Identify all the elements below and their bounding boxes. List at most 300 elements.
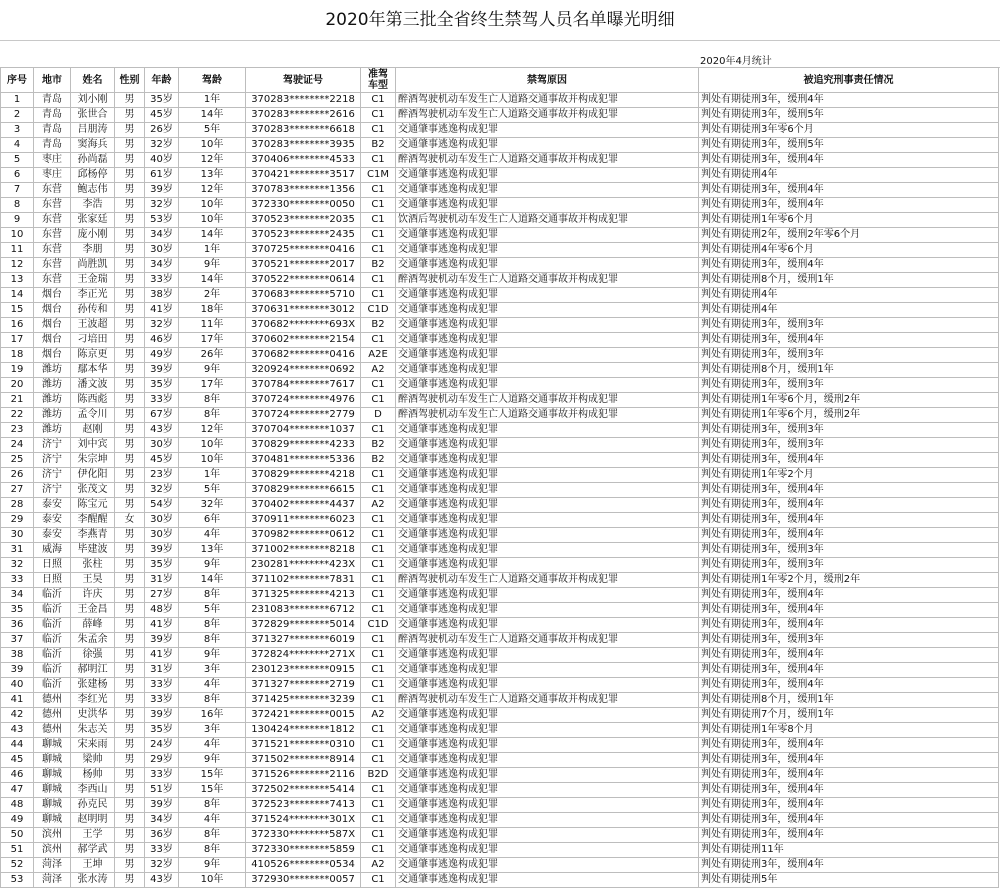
cell-age: 53岁 [145, 213, 179, 228]
cell-name: 潘文波 [71, 378, 115, 393]
cell-license-number: 230123********0915 [246, 663, 361, 678]
table-row [1, 138, 999, 153]
cell-index: 24 [1, 438, 34, 453]
cell-criminal-liability: 判处有期徒刑3年，缓刑4年 [699, 753, 999, 768]
cell-vehicle-class: C1 [361, 123, 396, 138]
cell-age: 33岁 [145, 693, 179, 708]
cell-gender: 男 [115, 678, 145, 693]
cell-age: 32岁 [145, 483, 179, 498]
cell-driving-years: 2年 [179, 288, 246, 303]
cell-name: 尚胜凯 [71, 258, 115, 273]
cell-license-number: 370704********1037 [246, 423, 361, 438]
cell-index: 53 [1, 873, 34, 888]
cell-vehicle-class: C1 [361, 843, 396, 858]
cell-age: 33岁 [145, 273, 179, 288]
cell-index: 8 [1, 198, 34, 213]
cell-city: 聊城 [34, 738, 71, 753]
cell-driving-years: 14年 [179, 273, 246, 288]
cell-index: 6 [1, 168, 34, 183]
cell-criminal-liability: 判处有期徒刑1年零6个月 [699, 213, 999, 228]
table-row [1, 813, 999, 828]
cell-ban-reason: 交通肇事逃逸构成犯罪 [396, 498, 699, 513]
cell-gender: 男 [115, 528, 145, 543]
cell-gender: 男 [115, 408, 145, 423]
cell-name: 王坤 [71, 858, 115, 873]
cell-city: 青岛 [34, 123, 71, 138]
table-row [1, 633, 999, 648]
cell-city: 烟台 [34, 348, 71, 363]
cell-ban-reason: 交通肇事逃逸构成犯罪 [396, 483, 699, 498]
cell-age: 34岁 [145, 258, 179, 273]
cell-age: 45岁 [145, 108, 179, 123]
cell-age: 39岁 [145, 708, 179, 723]
cell-license-number: 230281********423X [246, 558, 361, 573]
cell-gender: 男 [115, 303, 145, 318]
cell-license-number: 370631********3012 [246, 303, 361, 318]
cell-age: 32岁 [145, 858, 179, 873]
cell-index: 16 [1, 318, 34, 333]
cell-criminal-liability: 判处有期徒刑7个月，缓刑1年 [699, 708, 999, 723]
cell-city: 聊城 [34, 813, 71, 828]
cell-gender: 男 [115, 648, 145, 663]
cell-driving-years: 15年 [179, 783, 246, 798]
cell-criminal-liability: 判处有期徒刑3年，缓刑4年 [699, 93, 999, 108]
cell-index: 31 [1, 543, 34, 558]
cell-vehicle-class: C1 [361, 243, 396, 258]
cell-driving-years: 8年 [179, 588, 246, 603]
cell-driving-years: 14年 [179, 108, 246, 123]
table-row [1, 858, 999, 873]
cell-driving-years: 10年 [179, 213, 246, 228]
cell-name: 薛峰 [71, 618, 115, 633]
cell-index: 10 [1, 228, 34, 243]
cell-ban-reason: 交通肇事逃逸构成犯罪 [396, 798, 699, 813]
cell-driving-years: 8年 [179, 693, 246, 708]
cell-city: 聊城 [34, 768, 71, 783]
cell-ban-reason: 交通肇事逃逸构成犯罪 [396, 828, 699, 843]
cell-criminal-liability: 判处有期徒刑3年零6个月 [699, 123, 999, 138]
cell-ban-reason: 交通肇事逃逸构成犯罪 [396, 453, 699, 468]
cell-name: 朱宗坤 [71, 453, 115, 468]
cell-index: 17 [1, 333, 34, 348]
cell-city: 东营 [34, 183, 71, 198]
cell-vehicle-class: C1 [361, 663, 396, 678]
cell-driving-years: 3年 [179, 663, 246, 678]
cell-criminal-liability: 判处有期徒刑3年，缓刑4年 [699, 513, 999, 528]
cell-age: 34岁 [145, 228, 179, 243]
cell-driving-years: 32年 [179, 498, 246, 513]
cell-gender: 男 [115, 198, 145, 213]
cell-index: 25 [1, 453, 34, 468]
cell-criminal-liability: 判处有期徒刑11年 [699, 843, 999, 858]
cell-driving-years: 8年 [179, 393, 246, 408]
note-row [0, 40, 1000, 68]
cell-driving-years: 3年 [179, 723, 246, 738]
cell-age: 31岁 [145, 573, 179, 588]
cell-criminal-liability: 判处有期徒刑3年，缓刑4年 [699, 528, 999, 543]
cell-city: 临沂 [34, 603, 71, 618]
cell-license-number: 370523********2035 [246, 213, 361, 228]
cell-name: 张水涛 [71, 873, 115, 888]
cell-index: 14 [1, 288, 34, 303]
cell-vehicle-class: C1 [361, 483, 396, 498]
cell-criminal-liability: 判处有期徒刑3年，缓刑4年 [699, 258, 999, 273]
cell-age: 31岁 [145, 663, 179, 678]
cell-name: 徐强 [71, 648, 115, 663]
cell-index: 29 [1, 513, 34, 528]
cell-license-number: 371502********8914 [246, 753, 361, 768]
cell-driving-years: 15年 [179, 768, 246, 783]
cell-age: 41岁 [145, 618, 179, 633]
cell-name: 邱杨停 [71, 168, 115, 183]
cell-ban-reason: 交通肇事逃逸构成犯罪 [396, 423, 699, 438]
cell-gender: 男 [115, 273, 145, 288]
cell-license-number: 410526********0534 [246, 858, 361, 873]
cell-vehicle-class: C1 [361, 783, 396, 798]
cell-age: 29岁 [145, 753, 179, 768]
cell-vehicle-class: C1D [361, 618, 396, 633]
cell-license-number: 372421********0015 [246, 708, 361, 723]
cell-age: 33岁 [145, 393, 179, 408]
cell-ban-reason: 交通肇事逃逸构成犯罪 [396, 468, 699, 483]
cell-city: 潍坊 [34, 393, 71, 408]
table-row [1, 558, 999, 573]
cell-driving-years: 11年 [179, 318, 246, 333]
cell-name: 张建杨 [71, 678, 115, 693]
cell-driving-years: 1年 [179, 243, 246, 258]
table-row [1, 93, 999, 108]
cell-ban-reason: 交通肇事逃逸构成犯罪 [396, 843, 699, 858]
cell-index: 40 [1, 678, 34, 693]
cell-gender: 男 [115, 753, 145, 768]
cell-criminal-liability: 判处有期徒刑3年，缓刑3年 [699, 543, 999, 558]
cell-index: 27 [1, 483, 34, 498]
cell-gender: 男 [115, 93, 145, 108]
cell-vehicle-class: C1 [361, 198, 396, 213]
cell-city: 德州 [34, 693, 71, 708]
cell-gender: 男 [115, 363, 145, 378]
cell-city: 潍坊 [34, 408, 71, 423]
cell-ban-reason: 交通肇事逃逸构成犯罪 [396, 318, 699, 333]
table-row [1, 693, 999, 708]
cell-vehicle-class: B2 [361, 318, 396, 333]
cell-city: 滨州 [34, 843, 71, 858]
cell-vehicle-class: C1 [361, 513, 396, 528]
cell-name: 孟令川 [71, 408, 115, 423]
table-row [1, 618, 999, 633]
cell-age: 30岁 [145, 513, 179, 528]
cell-gender: 男 [115, 723, 145, 738]
table-row [1, 828, 999, 843]
cell-name: 刁培田 [71, 333, 115, 348]
cell-age: 32岁 [145, 198, 179, 213]
cell-gender: 男 [115, 828, 145, 843]
cell-ban-reason: 交通肇事逃逸构成犯罪 [396, 768, 699, 783]
cell-driving-years: 5年 [179, 483, 246, 498]
cell-license-number: 372829********5014 [246, 618, 361, 633]
cell-ban-reason: 交通肇事逃逸构成犯罪 [396, 618, 699, 633]
cell-gender: 男 [115, 288, 145, 303]
cell-vehicle-class: C1 [361, 753, 396, 768]
cell-license-number: 372930********0057 [246, 873, 361, 888]
cell-gender: 男 [115, 858, 145, 873]
cell-license-number: 370522********0614 [246, 273, 361, 288]
cell-criminal-liability: 判处有期徒刑3年，缓刑4年 [699, 183, 999, 198]
cell-city: 东营 [34, 198, 71, 213]
cell-criminal-liability: 判处有期徒刑3年，缓刑3年 [699, 348, 999, 363]
cell-license-number: 371521********0310 [246, 738, 361, 753]
cell-name: 王金昌 [71, 603, 115, 618]
cell-index: 42 [1, 708, 34, 723]
table-body [1, 93, 999, 888]
cell-name: 赵刚 [71, 423, 115, 438]
cell-name: 李燕青 [71, 528, 115, 543]
cell-name: 李醒醒 [71, 513, 115, 528]
table-row [1, 228, 999, 243]
cell-criminal-liability: 判处有期徒刑3年，缓刑3年 [699, 558, 999, 573]
header-age: 年龄 [145, 68, 179, 93]
cell-city: 枣庄 [34, 168, 71, 183]
cell-age: 51岁 [145, 783, 179, 798]
table-row [1, 363, 999, 378]
table-row [1, 573, 999, 588]
cell-gender: 男 [115, 813, 145, 828]
cell-driving-years: 8年 [179, 843, 246, 858]
cell-gender: 男 [115, 348, 145, 363]
cell-index: 1 [1, 93, 34, 108]
cell-index: 2 [1, 108, 34, 123]
cell-name: 张柱 [71, 558, 115, 573]
cell-index: 52 [1, 858, 34, 873]
cell-ban-reason: 醉酒驾驶机动车发生亡人道路交通事故并构成犯罪 [396, 108, 699, 123]
cell-index: 33 [1, 573, 34, 588]
cell-criminal-liability: 判处有期徒刑3年，缓刑3年 [699, 423, 999, 438]
cell-index: 15 [1, 303, 34, 318]
cell-vehicle-class: C1 [361, 273, 396, 288]
cell-gender: 男 [115, 123, 145, 138]
cell-vehicle-class: C1 [361, 333, 396, 348]
cell-name: 王昊 [71, 573, 115, 588]
cell-license-number: 370682********693X [246, 318, 361, 333]
cell-criminal-liability: 判处有期徒刑3年，缓刑4年 [699, 813, 999, 828]
cell-gender: 男 [115, 873, 145, 888]
cell-gender: 男 [115, 333, 145, 348]
cell-gender: 男 [115, 138, 145, 153]
table-row [1, 213, 999, 228]
cell-city: 菏泽 [34, 873, 71, 888]
cell-city: 潍坊 [34, 378, 71, 393]
cell-gender: 男 [115, 168, 145, 183]
table-row [1, 738, 999, 753]
cell-name: 窦海兵 [71, 138, 115, 153]
cell-vehicle-class: C1 [361, 723, 396, 738]
cell-driving-years: 4年 [179, 528, 246, 543]
cell-vehicle-class: C1 [361, 288, 396, 303]
cell-name: 张茂文 [71, 483, 115, 498]
cell-city: 临沂 [34, 618, 71, 633]
cell-city: 烟台 [34, 303, 71, 318]
cell-ban-reason: 交通肇事逃逸构成犯罪 [396, 438, 699, 453]
cell-index: 7 [1, 183, 34, 198]
cell-driving-years: 9年 [179, 258, 246, 273]
cell-city: 烟台 [34, 318, 71, 333]
table-row [1, 393, 999, 408]
table-row [1, 588, 999, 603]
cell-ban-reason: 交通肇事逃逸构成犯罪 [396, 783, 699, 798]
cell-ban-reason: 醉酒驾驶机动车发生亡人道路交通事故并构成犯罪 [396, 393, 699, 408]
cell-age: 49岁 [145, 348, 179, 363]
cell-age: 26岁 [145, 123, 179, 138]
cell-license-number: 370683********5710 [246, 288, 361, 303]
cell-name: 张世合 [71, 108, 115, 123]
cell-ban-reason: 交通肇事逃逸构成犯罪 [396, 603, 699, 618]
cell-driving-years: 17年 [179, 333, 246, 348]
cell-gender: 男 [115, 378, 145, 393]
cell-index: 23 [1, 423, 34, 438]
cell-index: 32 [1, 558, 34, 573]
cell-driving-years: 9年 [179, 363, 246, 378]
cell-vehicle-class: C1 [361, 528, 396, 543]
cell-name: 吕朋涛 [71, 123, 115, 138]
cell-driving-years: 13年 [179, 168, 246, 183]
cell-ban-reason: 交通肇事逃逸构成犯罪 [396, 558, 699, 573]
cell-name: 陈西彪 [71, 393, 115, 408]
header-driving-years: 驾龄 [179, 68, 246, 93]
cell-gender: 男 [115, 708, 145, 723]
cell-criminal-liability: 判处有期徒刑3年，缓刑4年 [699, 738, 999, 753]
cell-name: 杨帅 [71, 768, 115, 783]
cell-age: 61岁 [145, 168, 179, 183]
cell-age: 40岁 [145, 153, 179, 168]
cell-license-number: 370523********2435 [246, 228, 361, 243]
cell-driving-years: 9年 [179, 753, 246, 768]
cell-license-number: 370682********0416 [246, 348, 361, 363]
cell-criminal-liability: 判处有期徒刑3年，缓刑4年 [699, 453, 999, 468]
cell-index: 20 [1, 378, 34, 393]
table-row [1, 258, 999, 273]
cell-criminal-liability: 判处有期徒刑3年，缓刑3年 [699, 438, 999, 453]
cell-index: 12 [1, 258, 34, 273]
table-row [1, 753, 999, 768]
cell-name: 许庆 [71, 588, 115, 603]
cell-ban-reason: 交通肇事逃逸构成犯罪 [396, 543, 699, 558]
cell-license-number: 370829********4218 [246, 468, 361, 483]
cell-driving-years: 10年 [179, 138, 246, 153]
cell-age: 48岁 [145, 603, 179, 618]
cell-city: 烟台 [34, 288, 71, 303]
cell-vehicle-class: C1 [361, 603, 396, 618]
cell-vehicle-class: C1D [361, 303, 396, 318]
cell-city: 聊城 [34, 783, 71, 798]
cell-driving-years: 8年 [179, 408, 246, 423]
cell-criminal-liability: 判处有期徒刑4年 [699, 303, 999, 318]
cell-driving-years: 8年 [179, 798, 246, 813]
cell-ban-reason: 醉酒驾驶机动车发生亡人道路交通事故并构成犯罪 [396, 408, 699, 423]
cell-name: 史洪华 [71, 708, 115, 723]
cell-gender: 男 [115, 108, 145, 123]
table-row [1, 543, 999, 558]
cell-city: 德州 [34, 723, 71, 738]
cell-criminal-liability: 判处有期徒刑4年 [699, 288, 999, 303]
cell-city: 临沂 [34, 678, 71, 693]
cell-age: 23岁 [145, 468, 179, 483]
cell-driving-years: 12年 [179, 423, 246, 438]
cell-driving-years: 8年 [179, 618, 246, 633]
cell-criminal-liability: 判处有期徒刑3年，缓刑4年 [699, 603, 999, 618]
cell-age: 30岁 [145, 528, 179, 543]
cell-age: 33岁 [145, 843, 179, 858]
cell-criminal-liability: 判处有期徒刑8个月，缓刑1年 [699, 693, 999, 708]
cell-age: 67岁 [145, 408, 179, 423]
cell-vehicle-class: A2 [361, 363, 396, 378]
cell-age: 35岁 [145, 93, 179, 108]
cell-vehicle-class: C1 [361, 183, 396, 198]
cell-driving-years: 10年 [179, 453, 246, 468]
cell-driving-years: 12年 [179, 153, 246, 168]
cell-gender: 男 [115, 558, 145, 573]
cell-name: 毕建波 [71, 543, 115, 558]
cell-index: 44 [1, 738, 34, 753]
cell-ban-reason: 交通肇事逃逸构成犯罪 [396, 528, 699, 543]
cell-index: 26 [1, 468, 34, 483]
header-ban-reason: 禁驾原因 [396, 68, 699, 93]
table-row [1, 648, 999, 663]
cell-city: 泰安 [34, 513, 71, 528]
cell-vehicle-class: C1 [361, 828, 396, 843]
table-row [1, 108, 999, 123]
cell-ban-reason: 醉酒驾驶机动车发生亡人道路交通事故并构成犯罪 [396, 93, 699, 108]
cell-gender: 男 [115, 438, 145, 453]
cell-criminal-liability: 判处有期徒刑3年，缓刑4年 [699, 678, 999, 693]
cell-license-number: 370406********4533 [246, 153, 361, 168]
cell-vehicle-class: C1M [361, 168, 396, 183]
cell-city: 日照 [34, 558, 71, 573]
table-row [1, 423, 999, 438]
cell-license-number: 372330********0050 [246, 198, 361, 213]
cell-criminal-liability: 判处有期徒刑3年，缓刑4年 [699, 498, 999, 513]
cell-name: 朱志关 [71, 723, 115, 738]
cell-city: 青岛 [34, 108, 71, 123]
cell-vehicle-class: C1 [361, 558, 396, 573]
cell-vehicle-class: C1 [361, 873, 396, 888]
cell-ban-reason: 交通肇事逃逸构成犯罪 [396, 813, 699, 828]
cell-index: 51 [1, 843, 34, 858]
cell-name: 孙传和 [71, 303, 115, 318]
cell-license-number: 370724********4976 [246, 393, 361, 408]
cell-gender: 男 [115, 453, 145, 468]
cell-index: 13 [1, 273, 34, 288]
cell-ban-reason: 交通肇事逃逸构成犯罪 [396, 708, 699, 723]
cell-vehicle-class: C1 [361, 813, 396, 828]
header-criminal-liability: 被追究刑事责任情况 [699, 68, 999, 93]
cell-gender: 男 [115, 738, 145, 753]
page-title: 2020年第三批全省终生禁驾人员名单曝光明细 [0, 0, 1000, 41]
table-row [1, 198, 999, 213]
cell-ban-reason: 交通肇事逃逸构成犯罪 [396, 363, 699, 378]
cell-driving-years: 5年 [179, 603, 246, 618]
cell-city: 东营 [34, 243, 71, 258]
cell-vehicle-class: C1 [361, 213, 396, 228]
cell-name: 鲍志伟 [71, 183, 115, 198]
cell-vehicle-class: C1 [361, 378, 396, 393]
header-license-number: 驾驶证号 [246, 68, 361, 93]
cell-driving-years: 17年 [179, 378, 246, 393]
header-name: 姓名 [71, 68, 115, 93]
cell-ban-reason: 交通肇事逃逸构成犯罪 [396, 183, 699, 198]
cell-index: 4 [1, 138, 34, 153]
cell-vehicle-class: B2D [361, 768, 396, 783]
cell-license-number: 231083********6712 [246, 603, 361, 618]
